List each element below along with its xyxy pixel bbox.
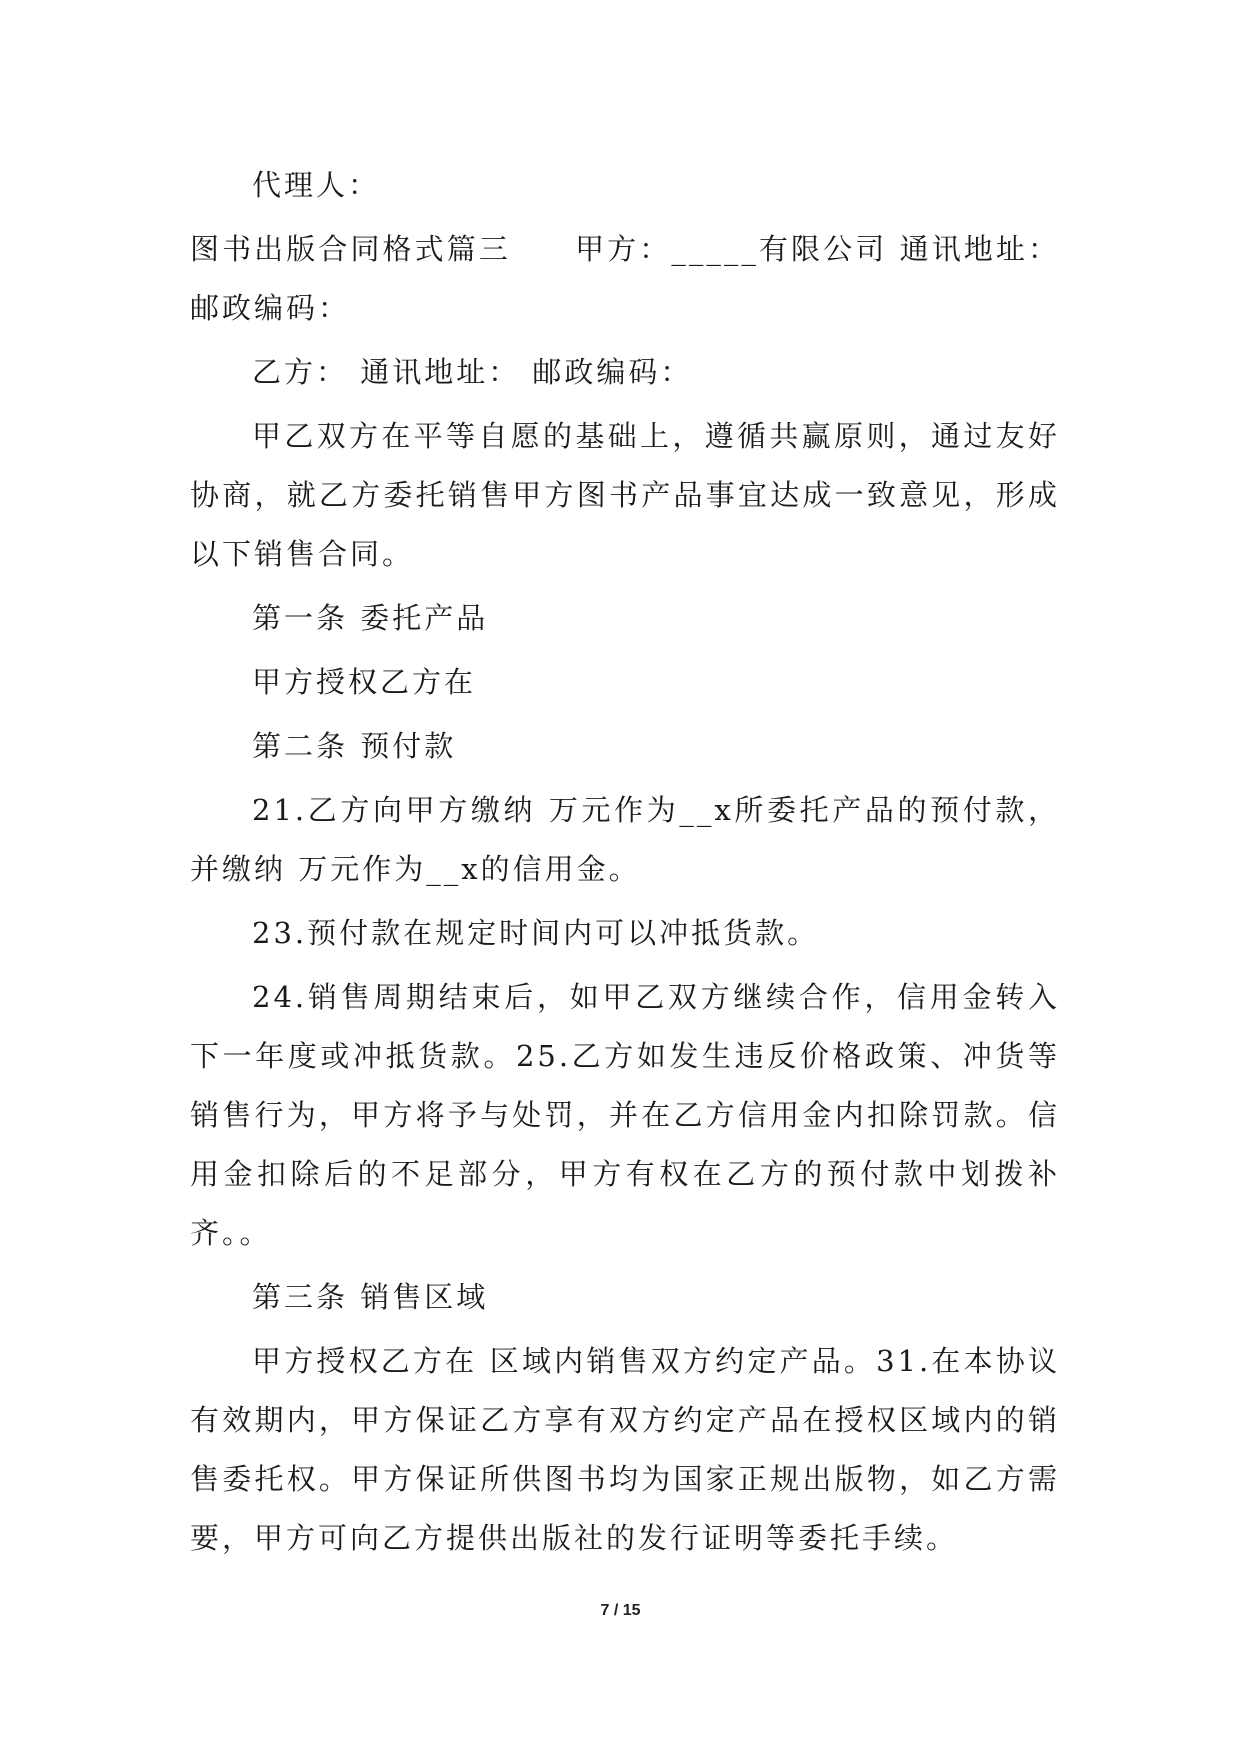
paragraph-contract-title-party-a: 图书出版合同格式篇三 甲方：_____有限公司 通讯地址：邮政编码： — [190, 232, 1060, 325]
heading-article-3: 第三条 销售区域 — [252, 1280, 489, 1314]
paragraph-clause-21: 21.乙方向甲方缴纳 万元作为__x所委托产品的预付款，并缴纳 万元作为__x的信用金。 — [190, 793, 1060, 886]
paragraph-clause-24-25: 24.销售周期结束后，如甲乙双方继续合作，信用金转入下一年度或冲抵货款。25.乙方如发生违反价格政策、冲货等销售行为，甲方将予与处罚，并在乙方信用金内扣除罚款。信用金扣除后的不足部分，甲方有权在乙方的预付款中划拨补齐。。 — [190, 980, 1060, 1250]
paragraph-clause-23: 23.预付款在规定时间内可以冲抵货款。 — [252, 916, 820, 950]
paragraph-party-b: 乙方： 通讯地址： 邮政编码： — [252, 355, 693, 389]
page-number: 7 / 15 — [600, 1602, 641, 1619]
document-body — [190, 156, 1060, 1573]
heading-article-2: 第二条 预付款 — [252, 729, 457, 763]
heading-article-1: 第一条 委托产品 — [252, 601, 489, 635]
paragraph-article-1-body: 甲方授权乙方在 — [252, 665, 477, 699]
paragraph-agent: 代理人： — [252, 168, 381, 202]
paragraph-preamble: 甲乙双方在平等自愿的基础上，遵循共赢原则，通过友好协商，就乙方委托销售甲方图书产品事宜达成一致意见，形成以下销售合同。 — [190, 419, 1060, 571]
paragraph-article-3-body: 甲方授权乙方在 区域内销售双方约定产品。31.在本协议有效期内，甲方保证乙方享有双方约定产品在授权区域内的销售委托权。甲方保证所供图书均为国家正规出版物，如乙方需要，甲方可向乙方提供出版社的发行证明等委托手续。 — [190, 1344, 1060, 1555]
